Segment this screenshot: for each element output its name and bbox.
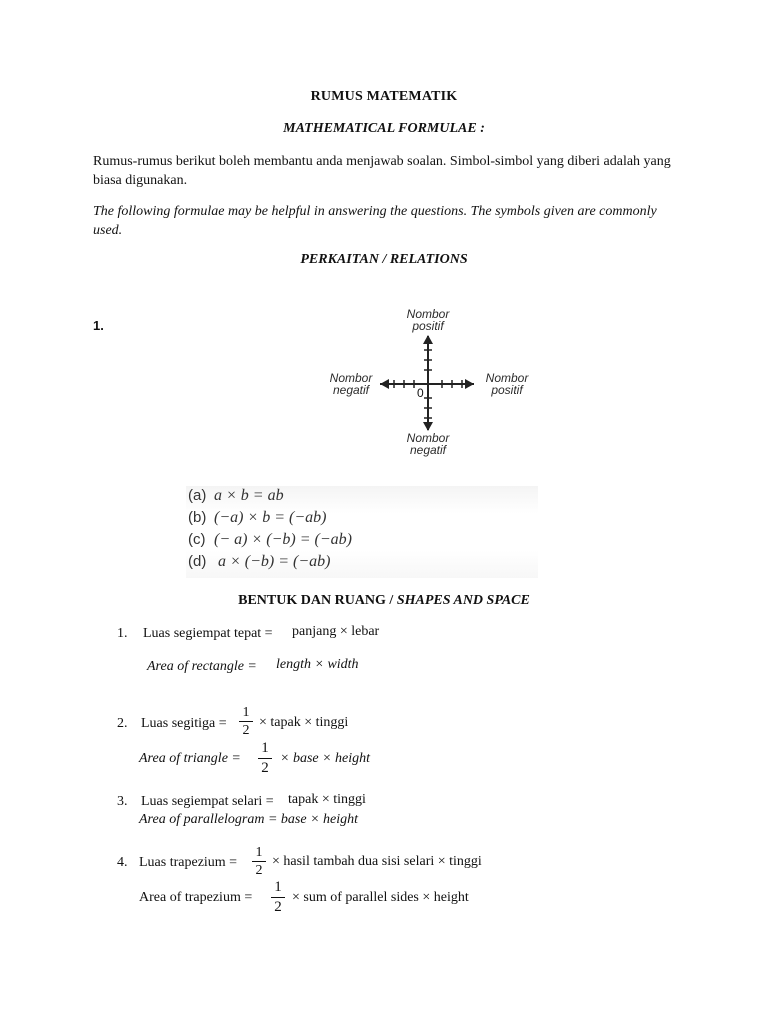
relations-number: 1.: [93, 318, 104, 333]
trapezium-malay-rhs: × hasil tambah dua sisi selari × tinggi: [272, 854, 482, 869]
triangle-malay-fraction: 1 2: [239, 705, 253, 738]
rule-a: (a) a × b = ab: [188, 487, 284, 504]
triangle-malay-rhs: × tapak × tinggi: [259, 715, 349, 730]
parallelogram-malay-rhs: tapak × tinggi: [288, 792, 366, 807]
axis-bottom-label: Nombor negatif: [406, 431, 450, 457]
intro-english: The following formulae may be helpful in answering the questions. The symbols given are commonly used.: [93, 204, 657, 238]
item-4-number: 4.: [117, 855, 128, 870]
rule-d: (d) a × (−b) = (−ab): [188, 553, 331, 570]
rectangle-malay-rhs: panjang × lebar: [292, 624, 380, 639]
shapes-heading: BENTUK DAN RUANG / SHAPES AND SPACE: [238, 593, 530, 608]
axis-top-label: Nombor positif: [406, 307, 450, 333]
trapezium-malay-fraction: 1 2: [252, 845, 266, 878]
axis-right-label: Nombor positif: [485, 371, 529, 397]
item-3-number: 3.: [117, 794, 128, 809]
item-1-number: 1.: [117, 626, 128, 641]
trapezium-malay-lhs: Luas trapezium =: [139, 855, 238, 870]
rectangle-malay-lhs: Luas segiempat tepat =: [143, 626, 273, 641]
rectangle-english-lhs: Area of rectangle =: [147, 659, 257, 674]
triangle-malay-lhs: Luas segitiga =: [141, 716, 227, 731]
parallelogram-malay-lhs: Luas segiempat selari =: [141, 794, 274, 809]
trapezium-english-fraction: 1 2: [271, 879, 285, 916]
triangle-english-fraction: 1 2: [258, 740, 272, 777]
triangle-english-rhs: × base × height: [280, 751, 371, 766]
page-title: RUMUS MATEMATIK: [310, 89, 458, 104]
parallelogram-english: Area of parallelogram = base × height: [139, 812, 359, 827]
relation-rules: [186, 486, 538, 578]
rule-b: (b) (−a) × b = (−ab): [188, 509, 327, 526]
item-2-number: 2.: [117, 716, 128, 731]
rectangle-english-rhs: length × width: [276, 657, 359, 672]
trapezium-english-lhs: Area of trapezium =: [139, 890, 253, 905]
trapezium-english-rhs: × sum of parallel sides × height: [292, 890, 469, 905]
axis-left-label: Nombor negatif: [329, 371, 373, 397]
axis-origin-label: 0: [417, 386, 424, 400]
rule-c: (c) (− a) × (−b) = (−ab): [188, 531, 352, 548]
number-axes-diagram: [320, 304, 540, 466]
intro-malay: Rumus-rumus berikut boleh membantu anda menjawab soalan. Simbol-simbol yang diberi adalah yang biasa digunakan.: [93, 154, 671, 188]
relations-heading: PERKAITAN / RELATIONS: [300, 252, 468, 267]
triangle-english-lhs: Area of triangle =: [139, 751, 241, 766]
axis-arrows: [320, 304, 540, 466]
page-subtitle: MATHEMATICAL FORMULAE :: [283, 121, 485, 136]
